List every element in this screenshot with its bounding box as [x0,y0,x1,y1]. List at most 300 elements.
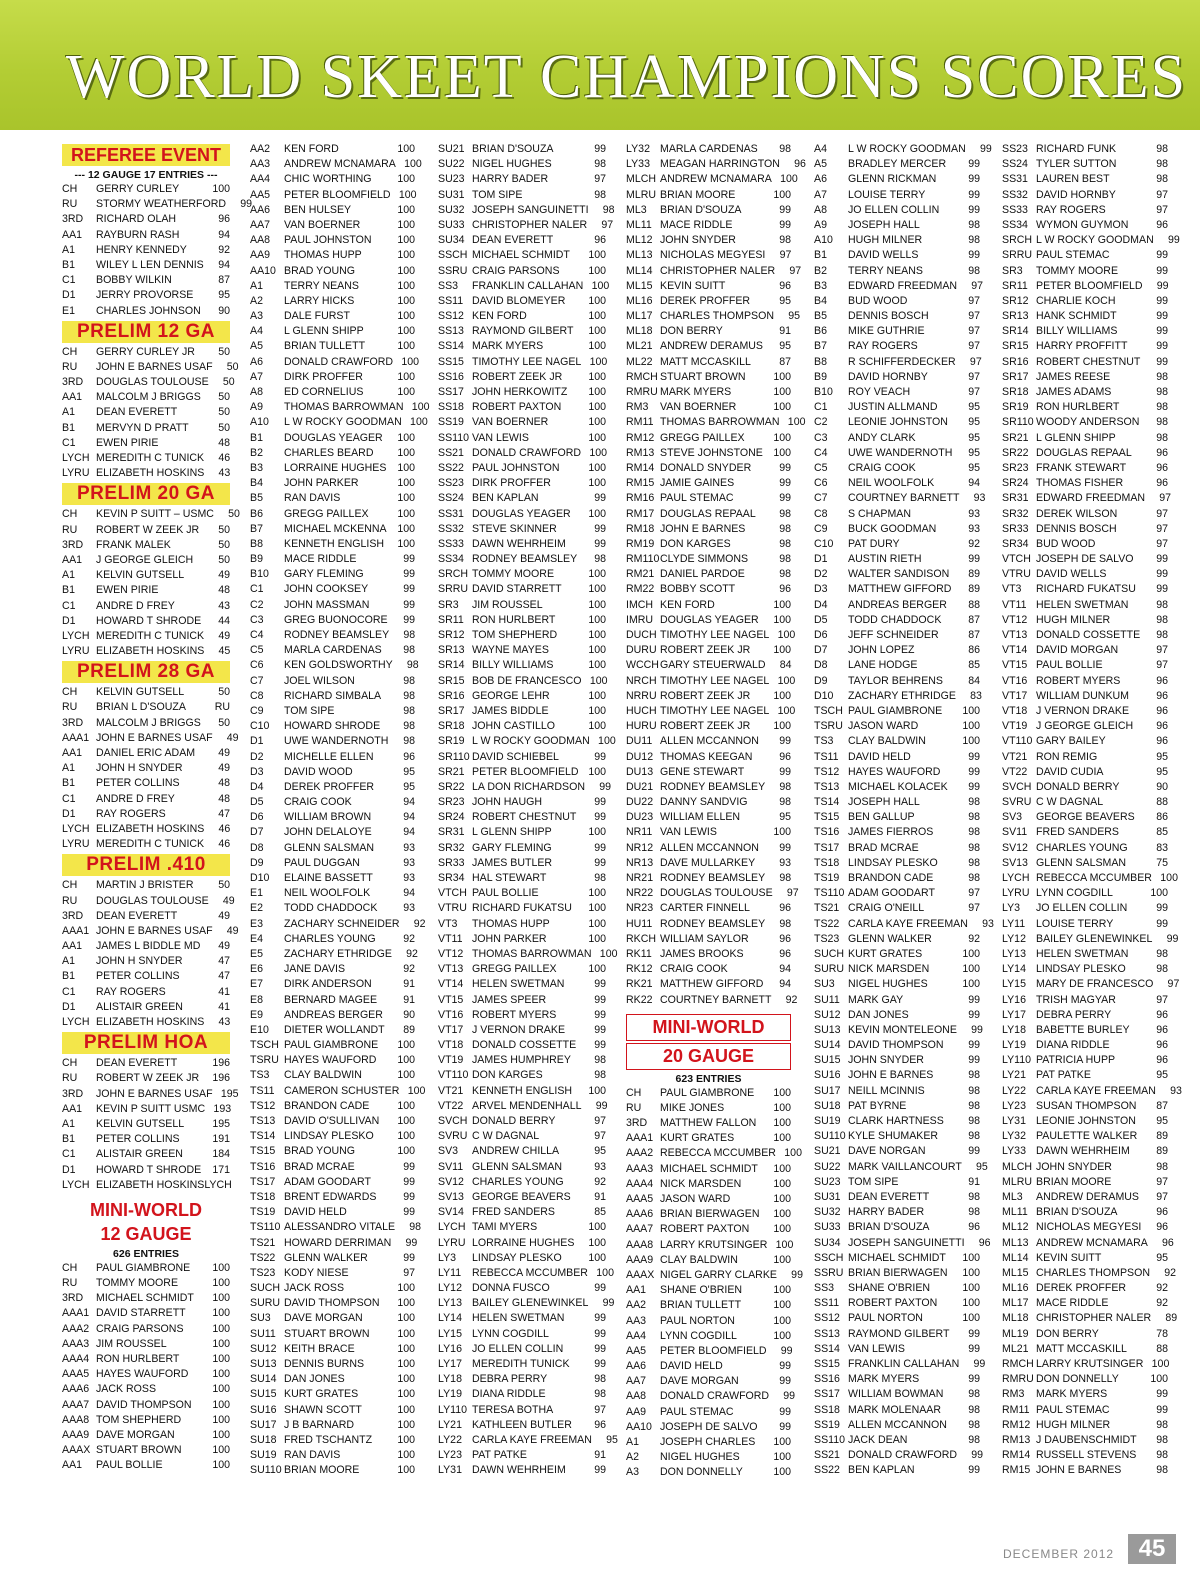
place-label: SU23 [814,1175,841,1188]
place-label: HURU [626,720,657,733]
shooter-name: THOMAS BARROWMAN [472,947,592,960]
place-label: SU19 [250,1449,277,1462]
score-value: 50 [218,391,230,404]
place-label: ML15 [1002,1266,1029,1279]
place-label: LYRU [62,467,90,480]
result-row [626,856,791,871]
score-value: 98 [779,568,791,581]
place-label: LY11 [1002,917,1026,930]
result-row [438,1190,606,1205]
score-value: 99 [403,1175,415,1188]
title-banner [0,0,1200,130]
result-row [1002,1175,1168,1190]
result-row [250,248,415,263]
shooter-name: ADAM GOODART [284,1175,371,1188]
score-value: 100 [777,629,796,641]
shooter-name: VAN BOERNER [472,416,549,429]
shooter-name: S CHAPMAN [848,507,911,520]
place-label: NR21 [626,872,654,884]
score-value: 47 [218,955,230,968]
score-value: 100 [773,188,791,201]
place-label: TSRU [250,1054,279,1067]
score-value: 92 [968,932,980,945]
result-row [626,932,791,947]
shooter-name: CRAIG COOK [660,963,728,976]
shooter-name: DENNIS BOSCH [848,310,929,323]
score-value: 84 [779,659,792,672]
result-row [814,279,984,294]
score-value: 98 [594,1373,606,1386]
shooter-name: NICK MARSDEN [848,963,930,976]
place-label: SS12 [814,1312,840,1325]
result-row [62,685,230,700]
shooter-name: DONALD CRAWFORD [660,1390,770,1403]
shooter-name: RAN DAVIS [284,1449,341,1462]
score-value: 100 [588,689,606,702]
score-value: 195 [220,1087,239,1100]
place-label: SU19 [814,1115,841,1127]
result-row [62,599,230,614]
place-label: SU3 [814,978,835,991]
place-label: AAA2 [626,1147,654,1160]
score-value: 99 [594,841,606,854]
shooter-name: WALTER SANDISON [848,568,950,581]
shooter-name: DOUGLAS TOULOUSE [96,376,209,389]
shooter-name: HANK SCHMIDT [1036,310,1117,323]
shooter-name: WYMON GUYMON [1036,218,1129,231]
event-heading: PRELIM 12 GA [62,321,230,343]
place-label: SV13 [438,1190,464,1203]
shooter-name: GREGG PAILLEX [472,963,557,976]
place-label: C1 [250,583,264,596]
place-label: AAA7 [62,1398,90,1411]
place-label: E2 [250,902,263,915]
shooter-name: TERESA BOTHA [472,1403,554,1416]
place-label: LYCH [438,1221,466,1234]
score-value: 100 [397,1312,415,1325]
result-row [626,431,791,446]
score-value: 98 [1156,386,1168,398]
result-row [814,309,980,324]
score-value: 99 [595,1099,608,1112]
shooter-name: DAVID BLOMEYER [472,294,566,307]
result-row [62,228,230,243]
score-value: 99 [973,1358,986,1370]
result-row [438,719,606,734]
result-row [250,142,415,157]
score-value: 50 [228,508,240,521]
score-value: 98 [403,629,416,641]
result-row [1002,1114,1168,1129]
shooter-name: JIM ROUSSEL [96,1337,167,1350]
shooter-name: CHARLES THOMPSON [1036,1266,1151,1279]
shooter-name: CLYDE SIMMONS [660,553,749,566]
shooter-name: TOM SHEPHERD [472,629,558,641]
result-row [438,977,606,992]
place-label: RK11 [626,947,652,960]
shooter-name: TAMI MYERS [472,1221,538,1234]
result-row [1002,446,1168,461]
shooter-name: ELIZABETH HOSKINS [96,1178,205,1191]
shooter-name: DON KARGES [660,537,731,550]
shooter-name: PAUL NORTON [660,1314,735,1327]
place-label: TS14 [250,1130,276,1143]
result-row [438,279,610,294]
shooter-name: MIKE GUTHRIE [848,325,925,338]
result-row [814,1463,980,1478]
score-value: 100 [397,143,415,155]
place-label: RMRU [1002,1373,1034,1386]
score-value: 100 [773,1329,791,1342]
score-value: 96 [1156,477,1168,490]
result-row [438,841,606,856]
result-row [62,761,230,776]
shooter-name: CLAY BALDWIN [848,735,926,748]
score-value: 100 [962,1297,980,1310]
shooter-name: VAN BOERNER [284,218,361,231]
result-row [626,1405,791,1420]
result-row [438,1387,606,1402]
place-label: C3 [250,613,264,626]
shooter-name: HARRY BADER [848,1206,925,1219]
shooter-name: RAYMOND GILBERT [848,1327,950,1340]
score-value: 89 [968,583,980,596]
shooter-name: MIKE JONES [660,1101,725,1114]
place-label: SR17 [438,704,465,717]
place-label: 3RD [62,213,84,226]
place-label: C6 [814,477,828,490]
shooter-name: MARLA CARDENAS [284,644,382,657]
result-row [814,841,980,856]
score-value: 100 [773,1451,791,1464]
place-label: AAA8 [626,1238,654,1251]
result-row [438,825,606,840]
result-row [62,1102,230,1117]
place-label: SU12 [814,1008,841,1021]
place-label: C10 [250,720,270,733]
shooter-name: JEFF SCHNEIDER [848,629,939,641]
result-row [250,795,415,810]
score-value: 45 [218,645,231,658]
score-value: 100 [397,1464,415,1477]
result-row [438,1236,606,1251]
result-row [62,1132,230,1147]
score-value: 100 [773,1299,791,1312]
result-row [814,658,980,673]
shooter-name: VAN LEWIS [472,431,529,444]
place-label: SS19 [814,1418,840,1431]
result-row [814,719,980,734]
shooter-name: CARLA KAYE FREEMAN [848,917,968,930]
result-row [62,939,230,954]
shooter-name: BERNARD MAGEE [284,993,378,1006]
place-label: RU [62,360,78,373]
shooter-name: DEAN EVERETT [472,234,554,247]
shooter-name: DAVID THOMPSON [96,1398,192,1411]
score-value: 100 [397,249,415,262]
score-value: 100 [407,1084,426,1097]
score-value: 92 [1156,1282,1168,1295]
result-row [626,1359,791,1374]
result-row [250,1266,415,1281]
shooter-name: PAUL STEMAC [660,1405,734,1418]
score-value: 50 [222,376,235,389]
shooter-name: MICHAEL SCHMIDT [472,249,570,262]
place-label: SR24 [438,811,465,824]
score-value: 99 [779,218,791,231]
place-label: TS3 [814,735,834,748]
score-value: 100 [588,613,606,626]
score-value: 99 [968,1342,980,1355]
score-value: 100 [773,1193,791,1205]
result-row [814,1068,980,1083]
score-value: 100 [588,1084,606,1097]
place-label: MLCH [626,173,657,186]
score-value: 48 [218,792,230,805]
score-value: 95 [968,446,980,459]
result-row [814,431,980,446]
shooter-name: DAVID HELD [848,750,911,763]
place-label: 3RD [62,909,84,922]
shooter-name: EWEN PIRIE [96,436,159,449]
score-value: 100 [588,720,606,733]
score-value: 100 [1151,1358,1170,1370]
result-row [626,582,791,597]
place-label: MLRU [1002,1175,1033,1188]
score-value: 99 [1156,568,1168,581]
result-row [814,1403,980,1418]
score-value: 91 [594,1190,606,1203]
place-label: B8 [814,355,827,368]
place-label: SU32 [814,1206,841,1219]
result-row [1002,932,1179,947]
place-label: SR32 [438,841,465,854]
place-label: D3 [250,765,264,778]
result-row [814,567,980,582]
score-value: 98 [1156,963,1168,976]
score-value: 100 [780,173,798,186]
result-row [62,924,239,939]
result-row [250,1251,415,1266]
shooter-name: JACK DEAN [848,1433,908,1446]
result-row [62,1322,230,1337]
result-row [250,218,415,233]
shooter-name: HELEN SWETMAN [472,978,565,991]
place-label: C9 [814,522,828,535]
result-row [438,1129,606,1144]
place-label: SVRU [1002,796,1032,809]
result-row [1002,704,1168,719]
shooter-name: RAY ROGERS [848,340,918,353]
score-value: 100 [397,370,415,383]
result-row [250,1190,415,1205]
shooter-name: TIMOTHY LEE NAGEL [660,674,770,687]
place-label: AAA1 [62,731,90,744]
result-row [250,977,415,992]
place-label: CH [62,686,78,699]
place-label: B1 [62,1133,75,1146]
shooter-name: REBECCA MCCUMBER [472,1266,588,1279]
shooter-name: TYLER SUTTON [1036,158,1117,171]
result-row [250,203,415,218]
score-value: 94 [779,978,791,991]
shooter-name: GARY STEUERWALD [660,659,766,672]
place-label: LY16 [438,1342,462,1355]
score-value: 92 [403,963,415,976]
result-row [1002,142,1168,157]
score-value: LYCH [204,1178,232,1191]
result-row [1002,765,1168,780]
score-value: 98 [968,1206,980,1219]
score-value: 100 [397,1418,415,1431]
score-value: 99 [968,1039,980,1052]
result-row [1002,901,1168,916]
place-label: B1 [814,249,827,262]
place-label: DU12 [626,750,654,763]
result-row [814,157,980,172]
shooter-name: DAVID THOMPSON [284,1297,380,1310]
page-title: WORLD SKEET CHAMPIONS SCORES [66,43,1188,111]
place-label: AAA1 [62,1307,90,1320]
shooter-name: L GLENN SHIPP [1036,431,1116,444]
shooter-name: AUSTIN RIETH [848,553,922,566]
place-label: SS31 [438,507,464,520]
result-row [250,1403,415,1418]
shooter-name: KURT GRATES [284,1388,359,1401]
place-label: AA1 [626,1284,647,1297]
shooter-name: BOBBY WILKIN [96,274,172,287]
event-heading: 12 GAUGE [62,1223,230,1245]
place-label: CH [62,1261,78,1274]
place-label: RM16 [626,492,655,505]
shooter-name: BRIAN TULLETT [660,1299,742,1312]
shooter-name: KEITH BRACE [284,1342,355,1355]
result-row [438,582,606,597]
shooter-name: MATTHEW GIFFORD [660,978,764,991]
result-row [814,400,980,415]
score-value: 95 [968,416,980,429]
shooter-name: GEORGE LEHR [472,689,550,702]
result-row [626,1192,791,1207]
score-value: 99 [1167,234,1180,247]
shooter-name: CHARLES YOUNG [284,932,376,945]
result-row [438,1266,614,1281]
shooter-name: MARK MYERS [660,386,732,398]
result-row [626,294,791,309]
shooter-name: RAY ROGERS [1036,203,1106,216]
place-label: TS11 [814,750,839,763]
place-label: RU [626,1101,642,1114]
score-value: 100 [773,644,791,657]
place-label: B7 [250,522,263,535]
score-value: 99 [594,492,606,505]
shooter-name: DAVE MORGAN [96,1428,175,1441]
result-row [62,243,230,258]
result-row [250,1038,415,1053]
place-label: ML21 [1002,1342,1029,1355]
result-row [1002,841,1168,856]
score-value: 98 [968,1069,980,1082]
result-row [250,294,415,309]
result-row [626,1177,791,1192]
score-value: 89 [1156,1130,1168,1143]
place-label: SS14 [438,340,464,353]
place-label: WCCH [626,659,659,672]
place-label: SVRU [438,1130,468,1143]
score-value: 49 [218,909,230,922]
score-value: 98 [779,234,791,247]
result-row [1002,962,1168,977]
shooter-name: PAUL GIAMBRONE [284,1039,379,1052]
score-value: 100 [588,629,606,641]
result-row [438,1008,606,1023]
event-heading: PRELIM HOA [62,1032,230,1054]
result-row [250,825,415,840]
place-label: ML14 [626,264,653,277]
place-label: VT15 [1002,659,1028,672]
place-label: D3 [814,583,828,596]
score-value: 100 [773,1086,791,1099]
score-value: 87 [968,629,980,641]
shooter-name: JACK ROSS [96,1383,157,1396]
shooter-name: BRANDON CADE [848,872,934,884]
result-row [438,233,606,248]
shooter-name: CHARLIE KOCH [1036,294,1116,307]
score-value: 100 [1150,1373,1168,1386]
place-label: SS32 [438,522,464,535]
score-value: 94 [218,258,230,271]
shooter-name: MARK MYERS [472,340,544,353]
result-row [1002,507,1168,522]
place-label: RM13 [626,446,655,459]
score-value: 99 [594,796,606,809]
shooter-name: WILLIAM DUNKUM [1036,689,1129,702]
shooter-name: DAVID SCHIEBEL [472,750,559,763]
shooter-name: FRED SANDERS [1036,826,1119,839]
place-label: AAA7 [626,1223,654,1236]
shooter-name: LA DON RICHARDSON [472,780,586,793]
place-label: RU [62,894,78,907]
place-label: SU16 [814,1069,841,1082]
score-value: 99 [968,1008,980,1021]
result-row [62,614,230,629]
place-label: SS3 [814,1282,835,1295]
shooter-name: ROBERT CHESTNUT [472,811,577,824]
shooter-name: RAN DAVIS [284,492,341,505]
score-value: 96 [779,279,791,292]
result-row [626,1344,791,1359]
shooter-name: HAYES WAUFORD [284,1054,377,1067]
result-row [626,172,798,187]
result-row [814,415,980,430]
place-label: TS12 [814,765,840,778]
shooter-name: R SCHIFFERDECKER [848,355,956,368]
result-row [62,523,230,538]
score-value: 100 [588,826,606,839]
score-value: 100 [588,431,606,444]
score-value: 48 [218,777,230,790]
place-label: TS19 [814,872,840,884]
place-label: SR15 [1002,340,1029,353]
place-label: C1 [62,274,76,287]
score-value: 100 [588,887,606,900]
result-row [1002,1038,1168,1053]
shooter-name: JAMES BROOKS [660,947,744,960]
place-label: CH [62,183,78,195]
shooter-name: PETER BLOOMFIELD [472,765,579,778]
shooter-name: PAUL STEMAC [660,492,734,505]
score-value: 95 [606,1433,618,1446]
